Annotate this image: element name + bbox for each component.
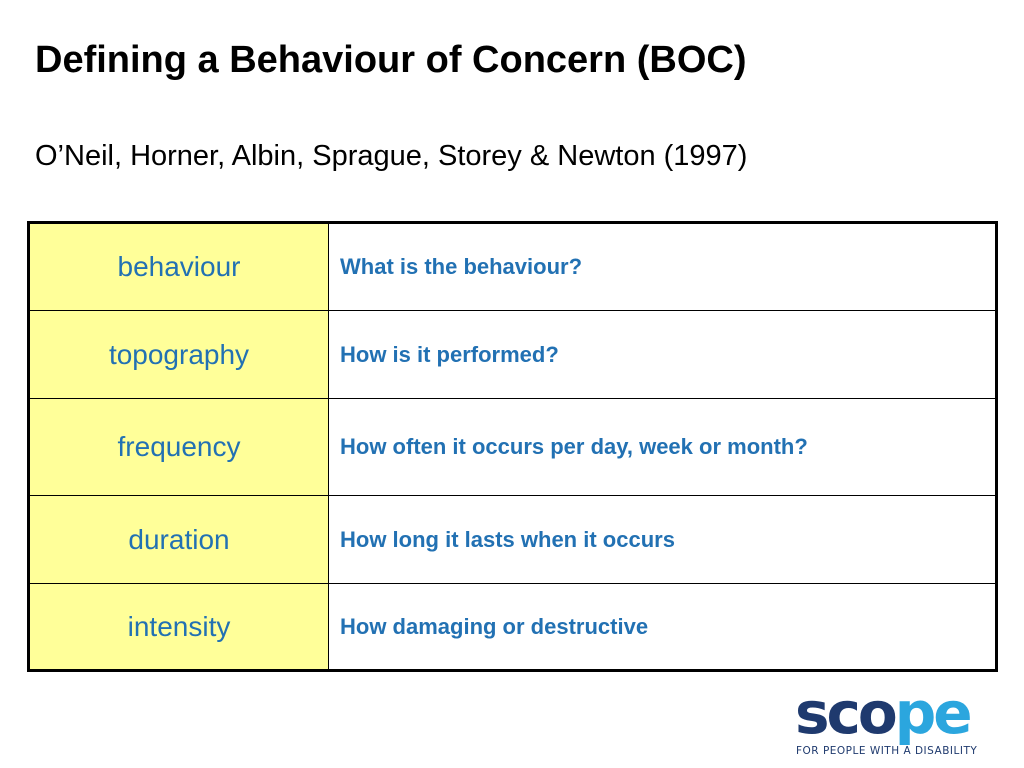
- description-cell: How often it occurs per day, week or month?: [329, 399, 997, 496]
- description-cell: What is the behaviour?: [329, 223, 997, 311]
- logo-wordmark-dark: sco: [795, 679, 895, 747]
- slide-title: Defining a Behaviour of Concern (BOC): [35, 39, 747, 81]
- boc-definition-table: [27, 221, 998, 672]
- description-cell: How damaging or destructive: [329, 584, 997, 671]
- table-row: [29, 584, 997, 671]
- term-cell: duration: [29, 496, 329, 584]
- scope-logo: [795, 679, 981, 760]
- citation-subtitle: O’Neil, Horner, Albin, Sprague, Storey & Newton (1997): [35, 140, 748, 172]
- table-row: [29, 223, 997, 311]
- term-cell: topography: [29, 311, 329, 399]
- term-cell: behaviour: [29, 223, 329, 311]
- logo-tagline: FOR PEOPLE WITH A DISABILITY: [796, 745, 978, 757]
- term-cell: intensity: [29, 584, 329, 671]
- logo-wordmark: [795, 679, 970, 747]
- description-cell: How long it lasts when it occurs: [329, 496, 997, 584]
- table-row: [29, 399, 997, 496]
- table-row: [29, 311, 997, 399]
- term-cell: frequency: [29, 399, 329, 496]
- logo-wordmark-light: pe: [894, 679, 970, 747]
- table-row: [29, 496, 997, 584]
- description-cell: How is it performed?: [329, 311, 997, 399]
